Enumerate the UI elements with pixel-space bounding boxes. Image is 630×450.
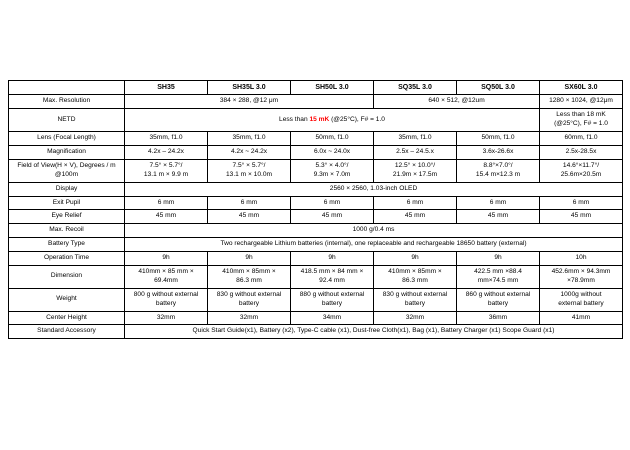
table-cell: 5.3° × 4.0°/ 9.3m × 7.0m [291,159,374,182]
table-cell: Two rechargeable Lithium batteries (internal), one replaceable and rechargeable 18650 battery (external) [125,238,623,252]
table-cell: 6 mm [457,196,540,210]
table-cell: 410mm × 85 mm × 69.4mm [125,266,208,289]
table-cell: 410mm × 85mm × 86.3 mm [374,266,457,289]
table-cell: 1280 × 1024, @12μm [540,95,623,109]
table-cell: 880 g without external battery [291,288,374,311]
table-header [9,81,623,95]
table-cell: 45 mm [540,210,623,224]
table-cell: Quick Start Guide(x1), Battery (x2), Type-C cable (x1), Dust-free Cloth(x1), Bag (x1), Battery Charger (x1) Scope Guard (x1) [125,325,623,339]
table-row [9,210,623,224]
row-label: Standard Accessory [9,325,125,339]
table-cell: 14.6°×11.7°/ 25.6m×20.5m [540,159,623,182]
table-cell: 418.5 mm × 84 mm × 92.4 mm [291,266,374,289]
row-label: Center Height [9,311,125,325]
table-cell: 6 mm [540,196,623,210]
table-cell: 6 mm [125,196,208,210]
table-cell: 830 g without external battery [208,288,291,311]
table-row [9,325,623,339]
row-label: Magnification [9,146,125,160]
table-cell: 9h [374,252,457,266]
table-row [9,288,623,311]
column-header: SH35 [125,81,208,95]
row-label: NETD [9,109,125,132]
table-cell: 50mm, f1.0 [291,132,374,146]
table-cell: 800 g without external battery [125,288,208,311]
table-cell: 32mm [208,311,291,325]
table-row [9,95,623,109]
table-cell: 830 g without external battery [374,288,457,311]
table-row [9,182,623,196]
table-cell: 35mm, f1.0 [208,132,291,146]
table-cell: 9h [125,252,208,266]
table-cell: 7.5° × 5.7°/ 13.1 m × 10.0m [208,159,291,182]
column-header: SH35L 3.0 [208,81,291,95]
table-cell: 9h [457,252,540,266]
table-corner-cell [9,81,125,95]
table-cell: 6 mm [291,196,374,210]
highlighted-value: 15 mK [309,115,330,123]
table-cell: 1000 g/0.4 ms [125,224,623,238]
table-cell: 8.8°×7.0°/ 15.4 m×12.3 m [457,159,540,182]
row-label: Weight [9,288,125,311]
table-cell: 41mm [540,311,623,325]
table-header-row [9,81,623,95]
table-row [9,311,623,325]
table-cell: 45 mm [374,210,457,224]
table-row [9,132,623,146]
table-row [9,252,623,266]
table-cell: 2.5x – 24.5.x [374,146,457,160]
table-cell: 12.5° × 10.0°/ 21.9m × 17.5m [374,159,457,182]
table-cell: 6 mm [374,196,457,210]
row-label: Battery Type [9,238,125,252]
table-cell: 4.2x ~ 24.2x [208,146,291,160]
table-cell: 640 × 512, @12um [374,95,540,109]
table-cell: 6.0x ~ 24.0x [291,146,374,160]
table-cell: 10h [540,252,623,266]
table-cell: 6 mm [208,196,291,210]
table-cell: 1000g without external battery [540,288,623,311]
table-cell: 34mm [291,311,374,325]
table-cell: 7.5° × 5.7°/ 13.1 m × 9.9 m [125,159,208,182]
table-cell: 32mm [125,311,208,325]
table-cell: Less than 15 mK (@25°C), F# = 1.0 [125,109,540,132]
table-cell: 4.2x – 24.2x [125,146,208,160]
table-row [9,159,623,182]
row-label: Dimension [9,266,125,289]
table-cell: 422.5 mm ×88.4 mm×74.5 mm [457,266,540,289]
row-label: Operation Time [9,252,125,266]
table-row [9,196,623,210]
table-cell: 50mm, f1.0 [457,132,540,146]
table-cell: 9h [291,252,374,266]
table-row [9,224,623,238]
table-row [9,266,623,289]
column-header: SH50L 3.0 [291,81,374,95]
table-cell: 410mm × 85mm × 86.3 mm [208,266,291,289]
row-label: Eye Relief [9,210,125,224]
row-label: Max. Recoil [9,224,125,238]
table-cell: 45 mm [125,210,208,224]
table-row [9,238,623,252]
table-row [9,109,623,132]
row-label: Exit Pupil [9,196,125,210]
table-cell: 60mm, f1.0 [540,132,623,146]
column-header: SQ50L 3.0 [457,81,540,95]
table-cell: 860 g without external battery [457,288,540,311]
table-cell: 45 mm [457,210,540,224]
table-cell: 32mm [374,311,457,325]
table-cell: 35mm, f1.0 [374,132,457,146]
specification-table [8,80,623,339]
row-label: Max. Resolution [9,95,125,109]
table-row [9,146,623,160]
table-cell: 36mm [457,311,540,325]
table-body [9,95,623,339]
table-cell: 384 × 288, @12 μm [125,95,374,109]
table-cell: 45 mm [208,210,291,224]
table-cell: 2560 × 2560, 1.03-inch OLED [125,182,623,196]
table-cell: 35mm, f1.0 [125,132,208,146]
table-cell: 452.6mm × 94.3mm ×78.9mm [540,266,623,289]
spec-table-container [8,80,622,339]
row-label: Display [9,182,125,196]
table-cell: 45 mm [291,210,374,224]
table-cell: 3.6x-26.6x [457,146,540,160]
table-cell: Less than 18 mK (@25°C), F# = 1.0 [540,109,623,132]
row-label: Field of View(H × V), Degrees / m @100m [9,159,125,182]
column-header: SQ35L 3.0 [374,81,457,95]
table-cell: 9h [208,252,291,266]
table-cell: 2.5x-28.5x [540,146,623,160]
column-header: SX60L 3.0 [540,81,623,95]
row-label: Lens (Focal Length) [9,132,125,146]
